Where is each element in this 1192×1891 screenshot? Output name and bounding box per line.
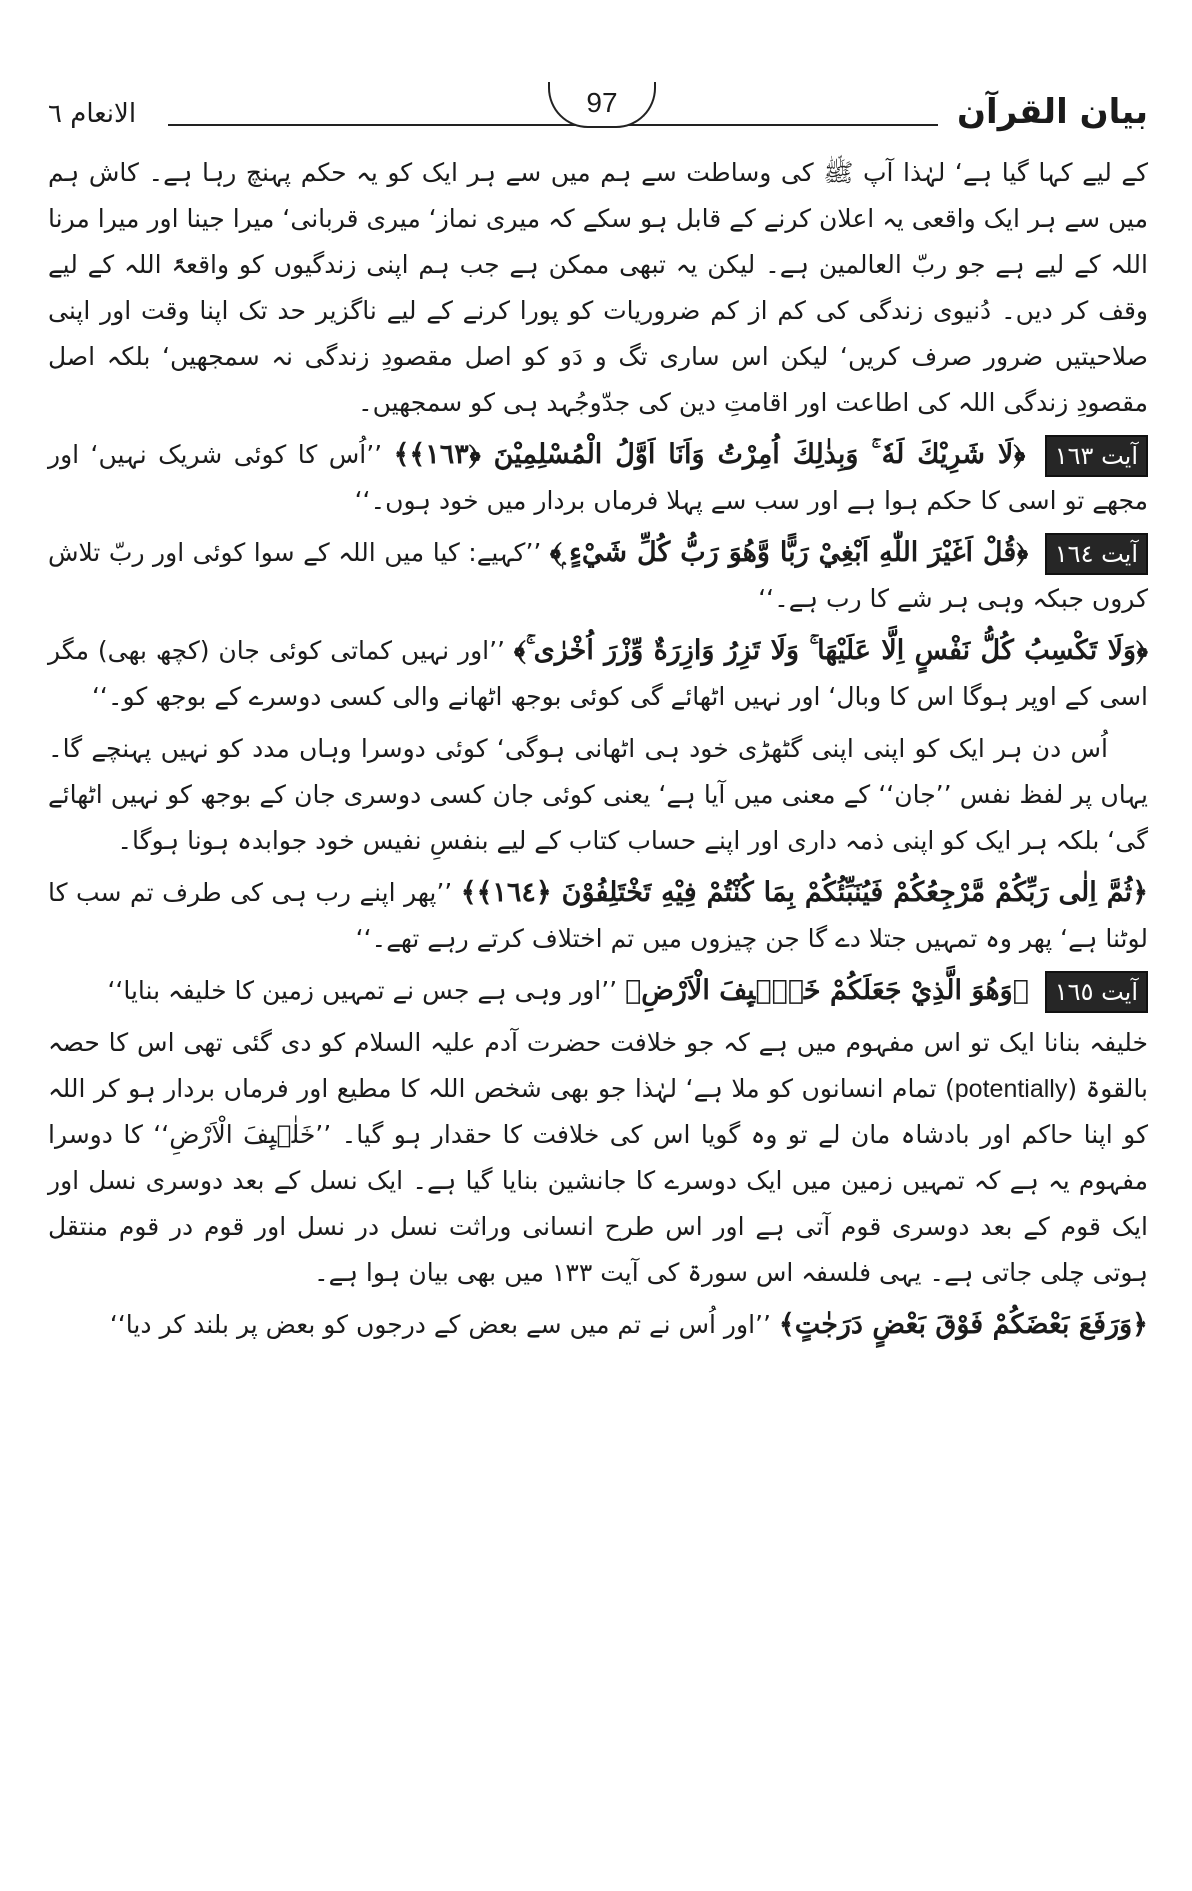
paragraph-1: کے لیے کہا گیا ہے‘ لہٰذا آپ ﷺ کی وساطت سے ہم میں سے ہر ایک کو یہ حکم پہنچ رہا ہے۔ کاش ہم میں سے ہر ایک واقعی یہ اعلان کرنے کے قابل ہو سکے کہ میری نماز‘ میری قربانی‘ میرا جینا اور میرا مرنا اللہ کے لیے ہے جو ربّ العالمین ہے۔ لیکن یہ تبھی ممکن ہے جب ہم اپنی زندگیوں کو واقعۃً اللہ کے لیے وقف کر دیں۔ دُنیوی زندگی کی کم از کم ضروریات کو پورا کرنے کے لیے ناگزیر حد تک اپنا وقت اور اپنی صلاحیتیں ضرور صرف کریں‘ لیکن اس ساری تگ و دَو کو اصل مقصودِ زندگی نہ سمجھیں‘ بلکہ اصل مقصودِ زندگی اللہ کی اطاعت اور اقامتِ دین کی جدّوجُہد ہی کو سمجھیں۔ — [48, 158, 1148, 417]
paragraph-3 — [48, 1020, 1148, 1296]
page-header — [48, 86, 1148, 150]
ayah-164c-arabic: ﴿ثُمَّ اِلٰى رَبِّكُمْ مَّرْجِعُكُمْ فَيُنَبِّئُكُمْ بِمَا كُنْتُمْ فِيْهِ تَخْتَلِفُوْنَ ﴿١٦٤﴾﴾ — [460, 877, 1149, 908]
ayah-165-translation: ’’اور وہی ہے جس نے تمہیں زمین کا خلیفہ بنایا‘‘ — [107, 976, 618, 1005]
ayah-164-translation: ’’کہیے: کیا میں اللہ کے سوا کوئی اور ربّ تلاش کروں جبکہ وہی ہر شے کا رب ہے۔‘‘ — [48, 538, 1148, 613]
ayah-164-part-2 — [48, 628, 1148, 720]
book-title: بیان القرآن — [947, 88, 1148, 136]
ayah-163 — [48, 432, 1148, 524]
header-rule — [168, 124, 938, 126]
page-number: 97 — [548, 82, 656, 128]
paragraph-3-english: potentially — [954, 1075, 1068, 1103]
paragraph-3-part-2: ) تمام انسانوں کو ملا ہے‘ لہٰذا جو بھی شخص اللہ کا مطیع اور فرماں بردار ہو کر اللہ کو اپنا حاکم اور بادشاہ مان لے تو وہ گویا اس کی خلافت کا حقدار ہو گیا۔ ’’خَلٰۗىِٕفَ الْاَرْضِ‘‘ کا دوسرا مفہوم یہ ہے کہ تمہیں زمین میں ایک دوسرے کا جانشین بنایا گیا ہے۔ ایک نسل کے بعد دوسری نسل اور ایک قوم کے بعد دوسری قوم آتی ہے اور اس طرح انسانی وراثت نسل در نسل اور قوم در قوم منتقل ہوتی چلی جاتی ہے۔ یہی فلسفہ اس سورۃ کی آیت ١٣٣ میں بھی بیان ہوا ہے۔ — [48, 1074, 1148, 1287]
ayah-164-badge: آیت ١٦٤ — [1045, 533, 1148, 575]
ayah-164b-arabic: ﴿وَلَا تَكْسِبُ كُلُّ نَفْسٍ اِلَّا عَلَيْهَا ۚ وَلَا تَزِرُ وَازِرَةٌ وِّزْرَ اُخْرٰى ۚ﴾ — [513, 635, 1148, 666]
ayah-163-translation: ’’اُس کا کوئی شریک نہیں‘ اور مجھے تو اسی کا حکم ہوا ہے اور سب سے پہلا فرماں بردار میں خود ہوں۔‘‘ — [48, 440, 1148, 515]
ayah-164 — [48, 530, 1148, 622]
ayah-165 — [48, 968, 1148, 1014]
ayah-163-arabic: ﴿لَا شَرِيْكَ لَهٗ ۚ وَبِذٰلِكَ اُمِرْتُ وَاَنَا اَوَّلُ الْمُسْلِمِيْنَ ﴿١٦٣﴾﴾ — [393, 439, 1026, 470]
ayah-164-arabic: ﴿قُلْ اَغَيْرَ اللّٰهِ اَبْغِيْ رَبًّا وَّهُوَ رَبُّ كُلِّ شَيْءٍ ۭ﴾ — [549, 537, 1029, 568]
ayah-163-badge: آیت ١٦٣ — [1045, 435, 1148, 477]
ayah-164-part-3 — [48, 870, 1148, 962]
ayah-164b-translation: ’’اور نہیں کماتی کوئی جان (کچھ بھی) مگر اسی کے اوپر ہوگا اس کا وبال‘ اور نہیں اٹھائے گی کوئی بوجھ اٹھانے والی کسی دوسرے کے بوجھ کو۔‘‘ — [48, 636, 1148, 711]
ayah-165b-arabic: ﴿وَرَفَعَ بَعْضَكُمْ فَوْقَ بَعْضٍ دَرَجٰتٍ﴾ — [778, 1309, 1148, 1340]
ayah-164c-translation: ’’پھر اپنے رب ہی کی طرف تم سب کا لوٹنا ہے‘ پھر وہ تمہیں جتلا دے گا جن چیزوں میں تم اختلاف کرتے رہے تھے۔‘‘ — [48, 878, 1148, 953]
ayah-165-arabic: ﴿وَهُوَ الَّذِيْ جَعَلَكُمْ خَلٰۗىِٕفَ الْاَرْضِ﴾ — [625, 975, 1029, 1006]
ayah-165-badge: آیت ١٦٥ — [1045, 971, 1148, 1013]
paragraph-2: اُس دن ہر ایک کو اپنی اپنی گٹھڑی خود ہی اٹھانی ہوگی‘ کوئی دوسرا وہاں مدد کو نہیں پہنچے گا۔ یہاں پر لفظ نفس ’’جان‘‘ کے معنی میں آیا ہے‘ یعنی کوئی جان کسی دوسری جان کے بوجھ کو نہیں اٹھائے گی‘ بلکہ ہر ایک کو اپنی ذمہ داری اور اپنے حساب کتاب کے لیے بنفسِ نفیس خود جوابدہ ہونا ہوگا۔ — [48, 734, 1148, 855]
ayah-165-part-2 — [48, 1302, 1148, 1348]
page-content — [48, 150, 1148, 1354]
paragraph-3-part-1: خلیفہ بنانا ایک تو اس مفہوم میں ہے کہ جو خلافت حضرت آدم علیہ السلام کو دی گئی تھی اس کا حصہ بالقوۃ ( — [48, 1028, 1149, 1103]
ayah-165b-translation: ’’اور اُس نے تم میں سے بعض کے درجوں کو بعض پر بلند کر دیا‘‘ — [109, 1310, 771, 1339]
surah-title: الانعام ٦ — [48, 94, 146, 134]
